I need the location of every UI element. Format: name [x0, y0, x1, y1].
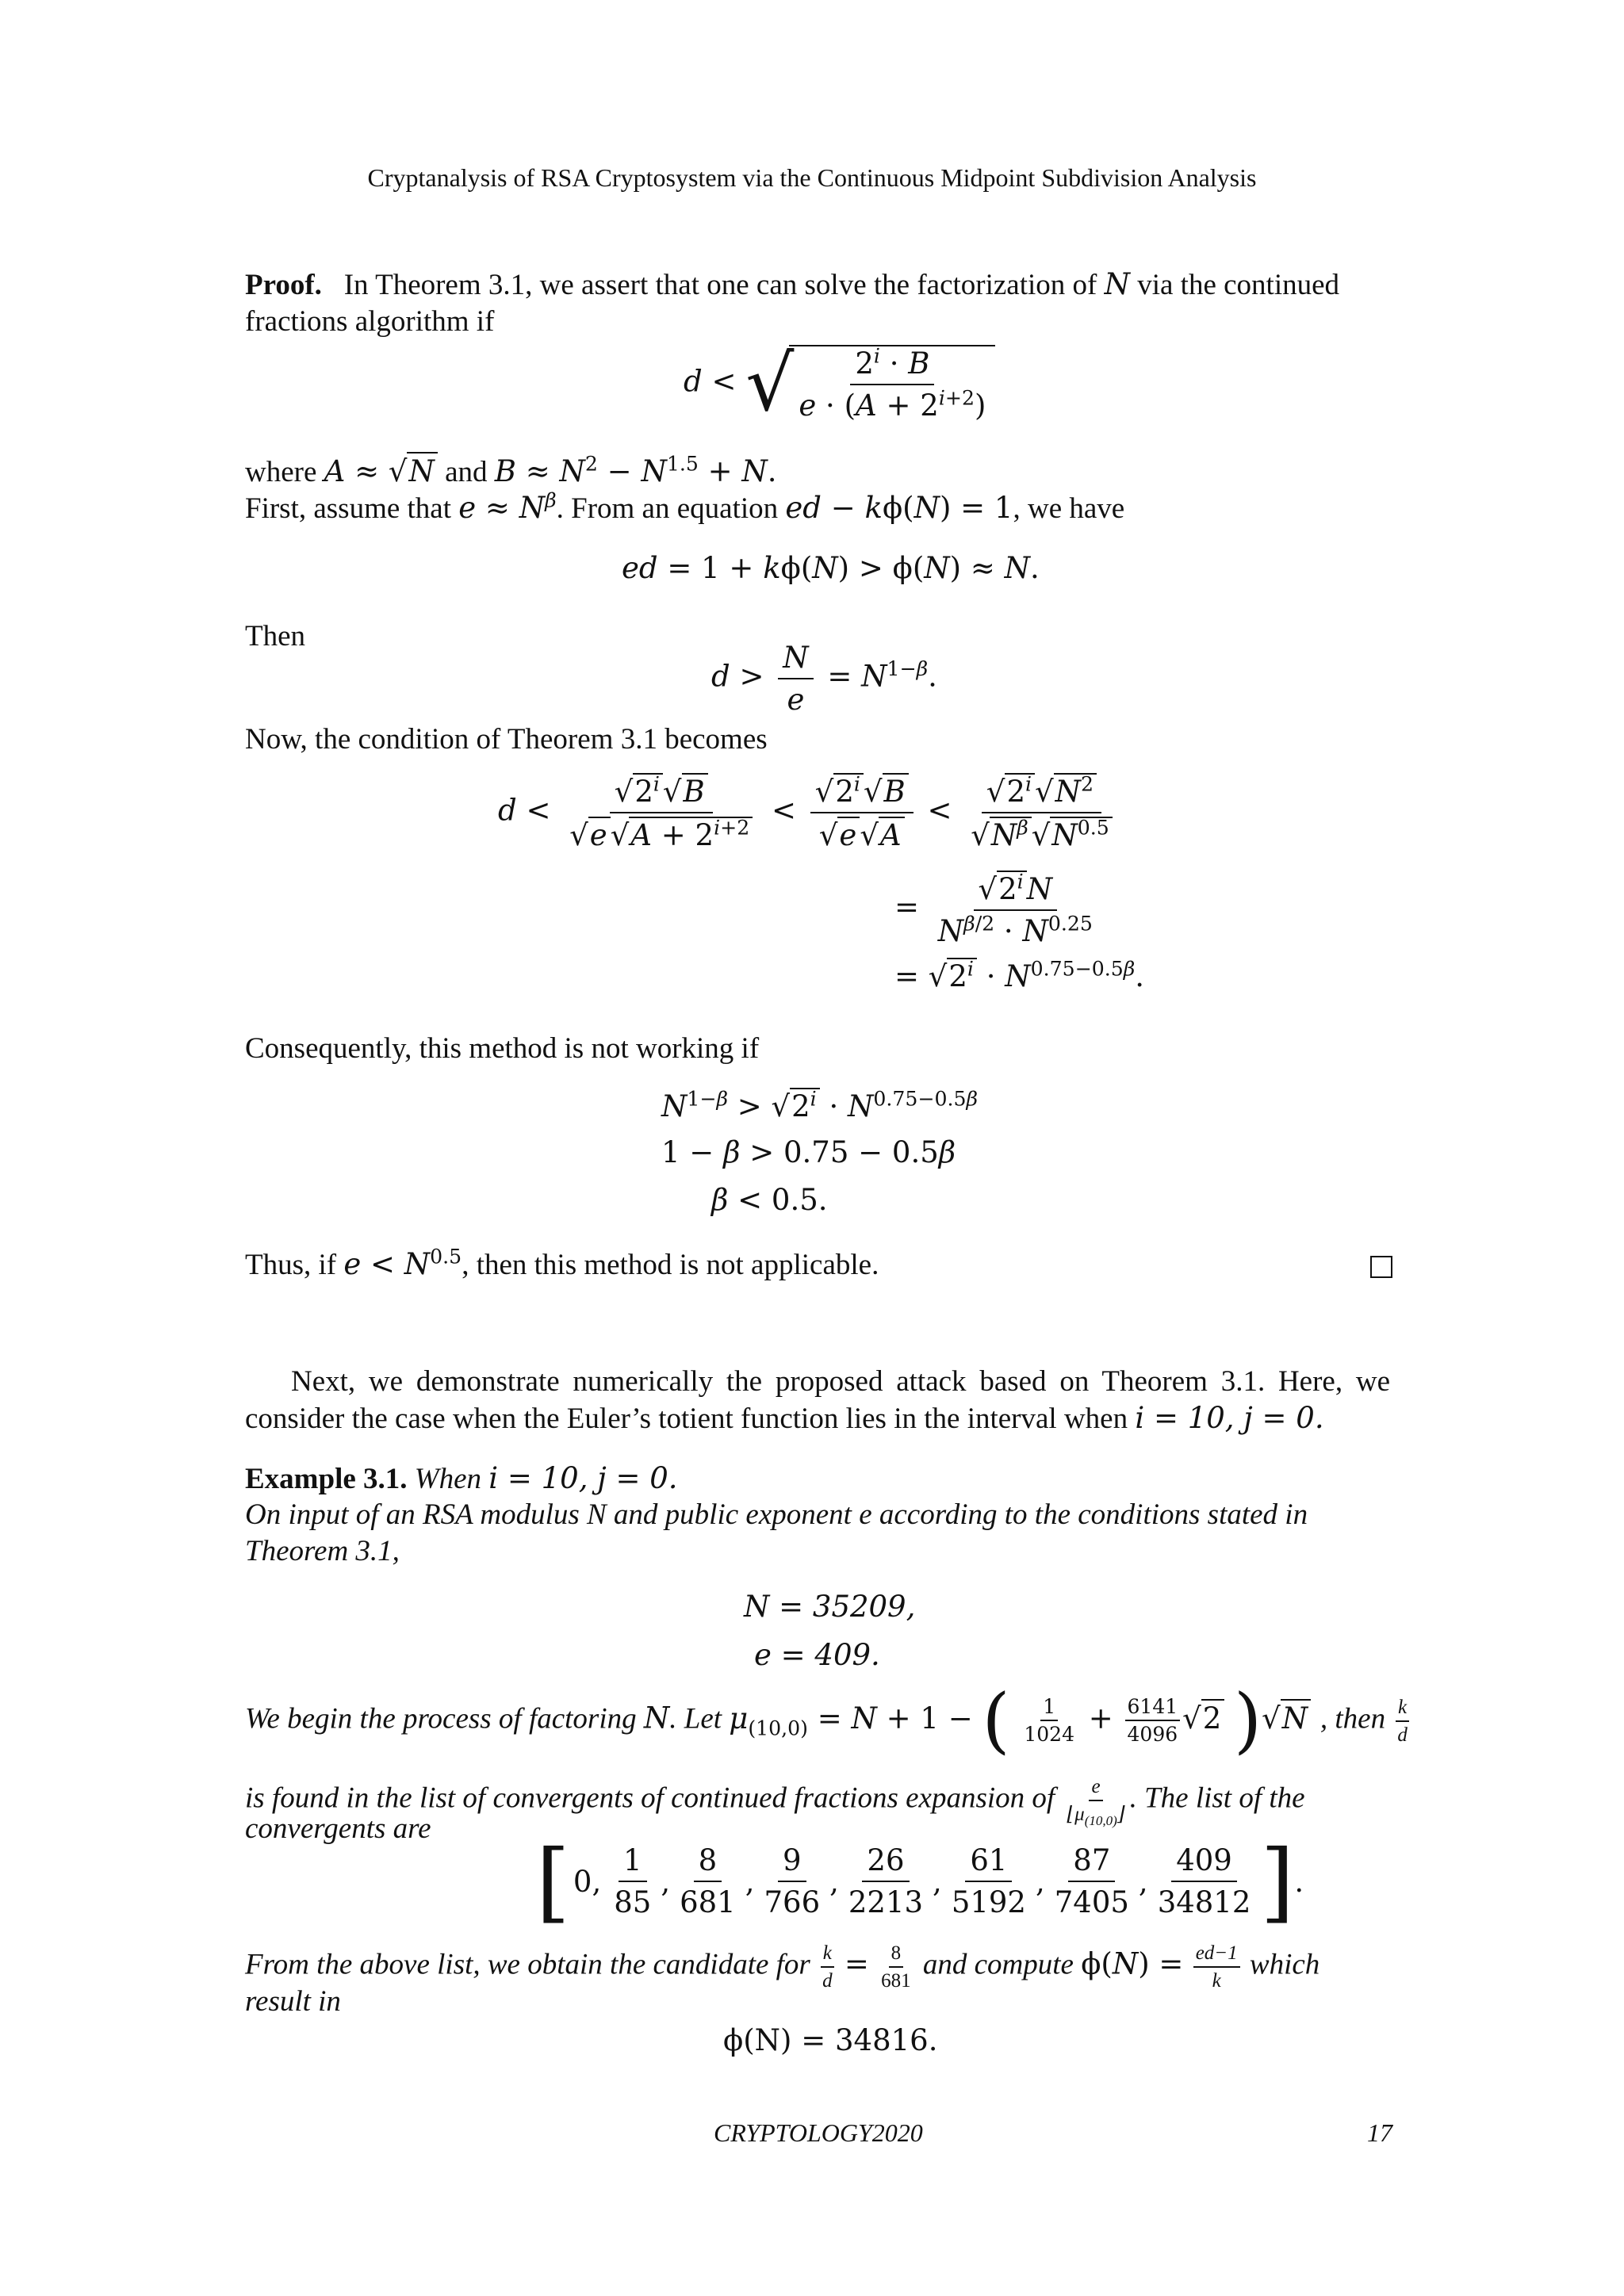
- equation-d-bound: d < √ $\frac{2^i \cdot B}{e \cdot (A + 2^{i+2})}$: [684, 339, 995, 428]
- example-N-value: N = 35209,: [744, 1590, 916, 1624]
- ineq-row2: 1 − β > 0.75 − 0.5β: [661, 1135, 956, 1169]
- from-line: From the above list, we obtain the candidate for $\frac{k}{d}$ = $\frac{8}{681}$ and compute ϕ(N) = $\frac{ed-1}{k}$ which: [245, 1942, 1320, 1992]
- result-in: result in: [245, 1985, 341, 2018]
- phi-value: ϕ(N) = 34816.: [723, 2023, 938, 2057]
- proof-intro-b: via the continued: [1137, 269, 1340, 301]
- convergent: $\frac{409}{34812}$: [1157, 1843, 1251, 1919]
- page-number: 17: [1367, 2118, 1392, 2147]
- now-line: Now, the condition of Theorem 3.1 becomes: [245, 723, 768, 756]
- consequently-line: Consequently, this method is not working if: [245, 1032, 760, 1065]
- footer-venue: CRYPTOLOGY2020: [714, 2118, 923, 2147]
- equation-chain-row3: = $√2^i \cdot N^{0.75-0.5\beta}$.: [894, 957, 1145, 993]
- ineq-row3: β < 0.5.: [711, 1183, 828, 1217]
- convergent: $\frac{8}{681}$: [680, 1843, 736, 1919]
- equation-chain-row1: d < $\frac{√2^i √B}{√e √A + 2^{i+2}}$ < $\frac{√2^i √B}{√e √A}$ < $\frac{√2^i √N^2}{√N^\beta √N^{0.5}}$: [498, 773, 1122, 852]
- found-line: is found in the list of convergents of continued fractions expansion of $\frac{e}{⌊\mu_{(10,0)}⌋}$ . The list of the: [245, 1776, 1305, 1829]
- convergent: $\frac{26}{2213}$: [848, 1843, 924, 1919]
- proof-intro-line1: Proof. In Theorem 3.1, we assert that one can solve the factorization of N via the continued: [245, 267, 1340, 301]
- where-line: where A ≈ √N and $B \approx N^2 - N^{1.5} + N$.: [245, 452, 777, 491]
- convergents-list: [ 0, $\frac{1}{85}$ , $\frac{8}{681}$ , $\frac{9}{766}$ , $\frac{26}{2213}$ , $\frac{61}{5192}$ , $\frac{87}{7405}$ , $\frac{409}{34812}$ ] .: [536, 1831, 1304, 1932]
- then-label: Then: [245, 620, 306, 652]
- running-header: Cryptanalysis of RSA Cryptosystem via the Continuous Midpoint Subdivision Analysis: [367, 163, 1257, 192]
- convergent: $\frac{1}{85}$: [614, 1843, 652, 1919]
- example-heading: Example 3.1. When i = 10, j = 0.: [245, 1461, 678, 1495]
- assume-line: First, assume that $e \approx N^\beta$. From an equation ed − kϕ(N) = 1, we have: [245, 488, 1125, 525]
- thus-line: Thus, if $e < N^{0.5}$, then this method is not applicable.: [245, 1245, 879, 1281]
- convergent: $\frac{9}{766}$: [764, 1843, 821, 1919]
- example-e-value: e = 409.: [754, 1638, 880, 1672]
- proof-intro-a: In Theorem 3.1, we assert that one can solve the factorization of: [343, 269, 1097, 301]
- qed-symbol: [1370, 1256, 1392, 1278]
- proof-label: Proof.: [245, 269, 322, 301]
- convergents-are: convergents are: [245, 1812, 431, 1845]
- convergent: $\frac{61}{5192}$: [951, 1843, 1026, 1919]
- ineq-row1: $N^{1-\beta} > √2^i \cdot N^{0.75-0.5\beta}$: [661, 1087, 979, 1123]
- convergent: $\frac{87}{7405}$: [1054, 1843, 1129, 1919]
- mu-line: We begin the process of factoring N. Let $\mu_{(10,0)} = N + 1$ − ( $\frac{1}{1024}$ + $\frac{6141}{4096}$ √2 )√N , then $\frac{k}{d}$: [245, 1685, 1412, 1756]
- example-input: On input of an RSA modulus N and public exponent e according to the conditions stated in Theorem 3.1,: [245, 1498, 1308, 1567]
- proof-intro-line2: fractions algorithm if: [245, 305, 495, 338]
- equation-chain-row2: = $\frac{√2^i N}{N^{\beta/2} \cdot N^{0.25}}$: [894, 870, 1093, 948]
- equation-ed: ed = 1 + kϕ(N) > ϕ(N) ≈ N.: [622, 551, 1040, 585]
- equation-d-lower: d > $\frac{N}{e}$ = $N^{1-\beta}$.: [711, 641, 937, 717]
- next-paragraph: Next, we demonstrate numerically the proposed attack based on Theorem 3.1. Here, we consider the case when the Euler’s totient function lies in the interval when i = 10, j = 0.: [245, 1365, 1390, 1435]
